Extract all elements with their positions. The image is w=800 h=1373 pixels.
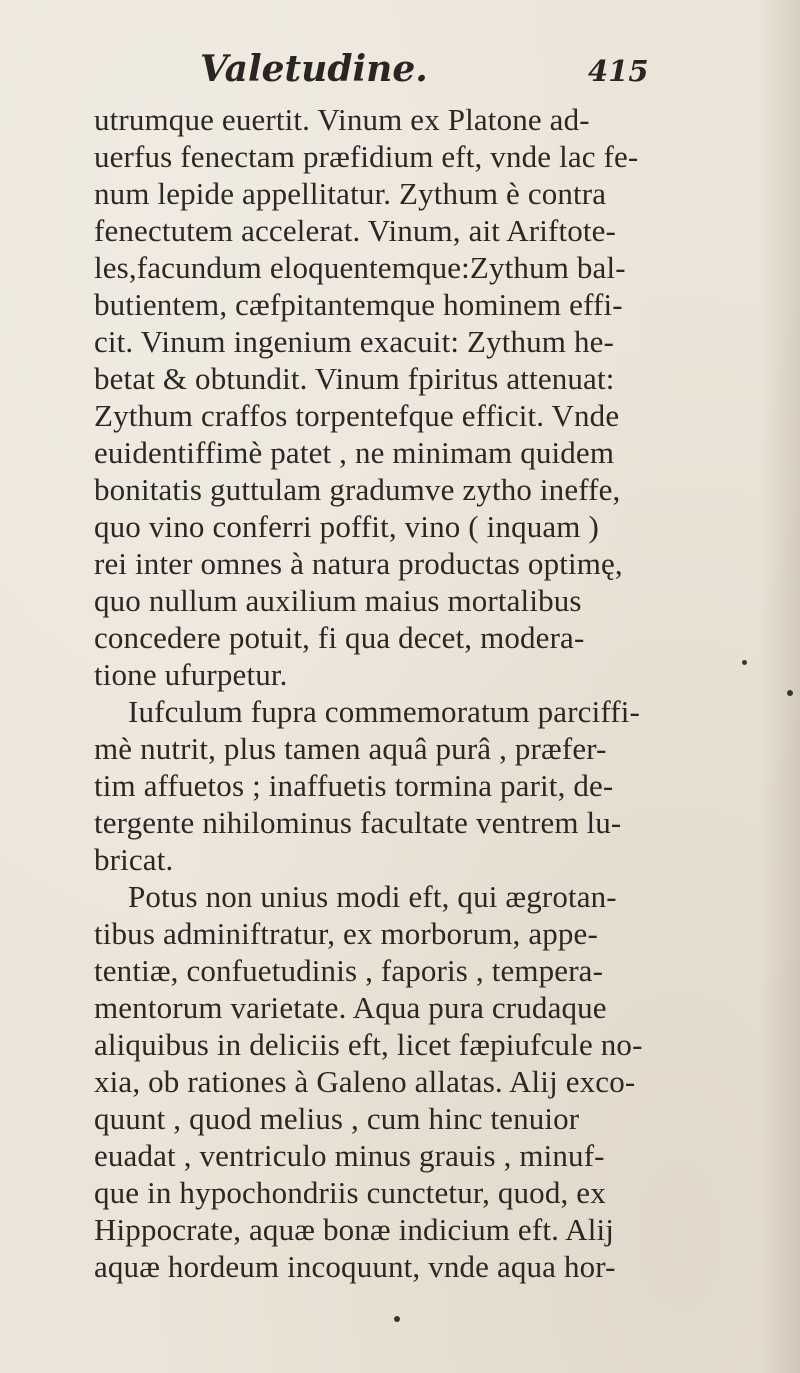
running-head — [0, 48, 800, 98]
text-line: bonitatis guttulam gradumve zytho ineffe, — [94, 472, 621, 507]
paragraph-start-line: Potus non unius modi eft, qui ægrotan- — [128, 879, 617, 914]
text-line: tione ufurpetur. — [94, 657, 288, 692]
text-line: tibus adminiftratur, ex morborum, appe- — [94, 916, 598, 951]
text-line: rei inter omnes à natura productas optimę, — [94, 546, 623, 581]
text-line: mè nutrit, plus tamen aquâ purâ , præfer- — [94, 731, 607, 766]
ink-speck — [394, 1316, 400, 1322]
text-line: Hippocrate, aquæ bonæ indicium eft. Alij — [94, 1212, 614, 1247]
ink-speck — [787, 690, 793, 696]
text-line: euadat , ventriculo minus grauis , minuf- — [94, 1138, 605, 1173]
text-line: xia, ob rationes à Galeno allatas. Alij exco- — [94, 1064, 636, 1099]
text-line: bricat. — [94, 842, 174, 877]
text-line: uerfus fenectam præfidium eft, vnde lac fe- — [94, 139, 639, 174]
text-line: Zythum craffos torpentefque efficit. Vnde — [94, 398, 620, 433]
page-number: 415 — [588, 54, 649, 88]
ink-speck — [742, 660, 747, 665]
text-line: tergente nihilominus facultate ventrem lu- — [94, 805, 622, 840]
text-line: butientem, cæfpitantemque hominem effi- — [94, 287, 623, 322]
text-line: concedere potuit, fi qua decet, modera- — [94, 620, 585, 655]
text-line: tim affuetos ; inaffuetis tormina parit, de- — [94, 768, 614, 803]
text-line: quunt , quod melius , cum hinc tenuior — [94, 1101, 580, 1136]
text-line: quo vino conferri poffit, vino ( inquam ) — [94, 509, 599, 544]
text-line: aliquibus in deliciis eft, licet fæpiufcule no- — [94, 1027, 643, 1062]
body-text — [94, 101, 724, 1285]
text-line: utrumque euertit. Vinum ex Platone ad- — [94, 102, 590, 137]
text-line: euidentiffimè patet , ne minimam quidem — [94, 435, 615, 470]
text-line: mentorum varietate. Aqua pura crudaque — [94, 990, 607, 1025]
text-line: tentiæ, confuetudinis , faporis , tempera- — [94, 953, 604, 988]
text-line: que in hypochondriis cunctetur, quod, ex — [94, 1175, 606, 1210]
text-line: quo nullum auxilium maius mortalibus — [94, 583, 582, 618]
page-edge-shadow — [760, 0, 800, 1373]
text-line: num lepide appellitatur. Zythum è contra — [94, 176, 607, 211]
text-line: cit. Vinum ingenium exacuit: Zythum he- — [94, 324, 614, 359]
running-title: Valetudine. — [200, 48, 428, 90]
text-line: aquæ hordeum incoquunt, vnde aqua hor- — [94, 1249, 616, 1284]
text-line: les,facundum eloquentemque:Zythum bal- — [94, 250, 626, 285]
text-line: fenectutem accelerat. Vinum, ait Ariftote- — [94, 213, 617, 248]
text-line: betat & obtundit. Vinum fpiritus attenuat: — [94, 361, 615, 396]
paragraph-start-line: Iufculum fupra commemoratum parciffi- — [128, 694, 640, 729]
